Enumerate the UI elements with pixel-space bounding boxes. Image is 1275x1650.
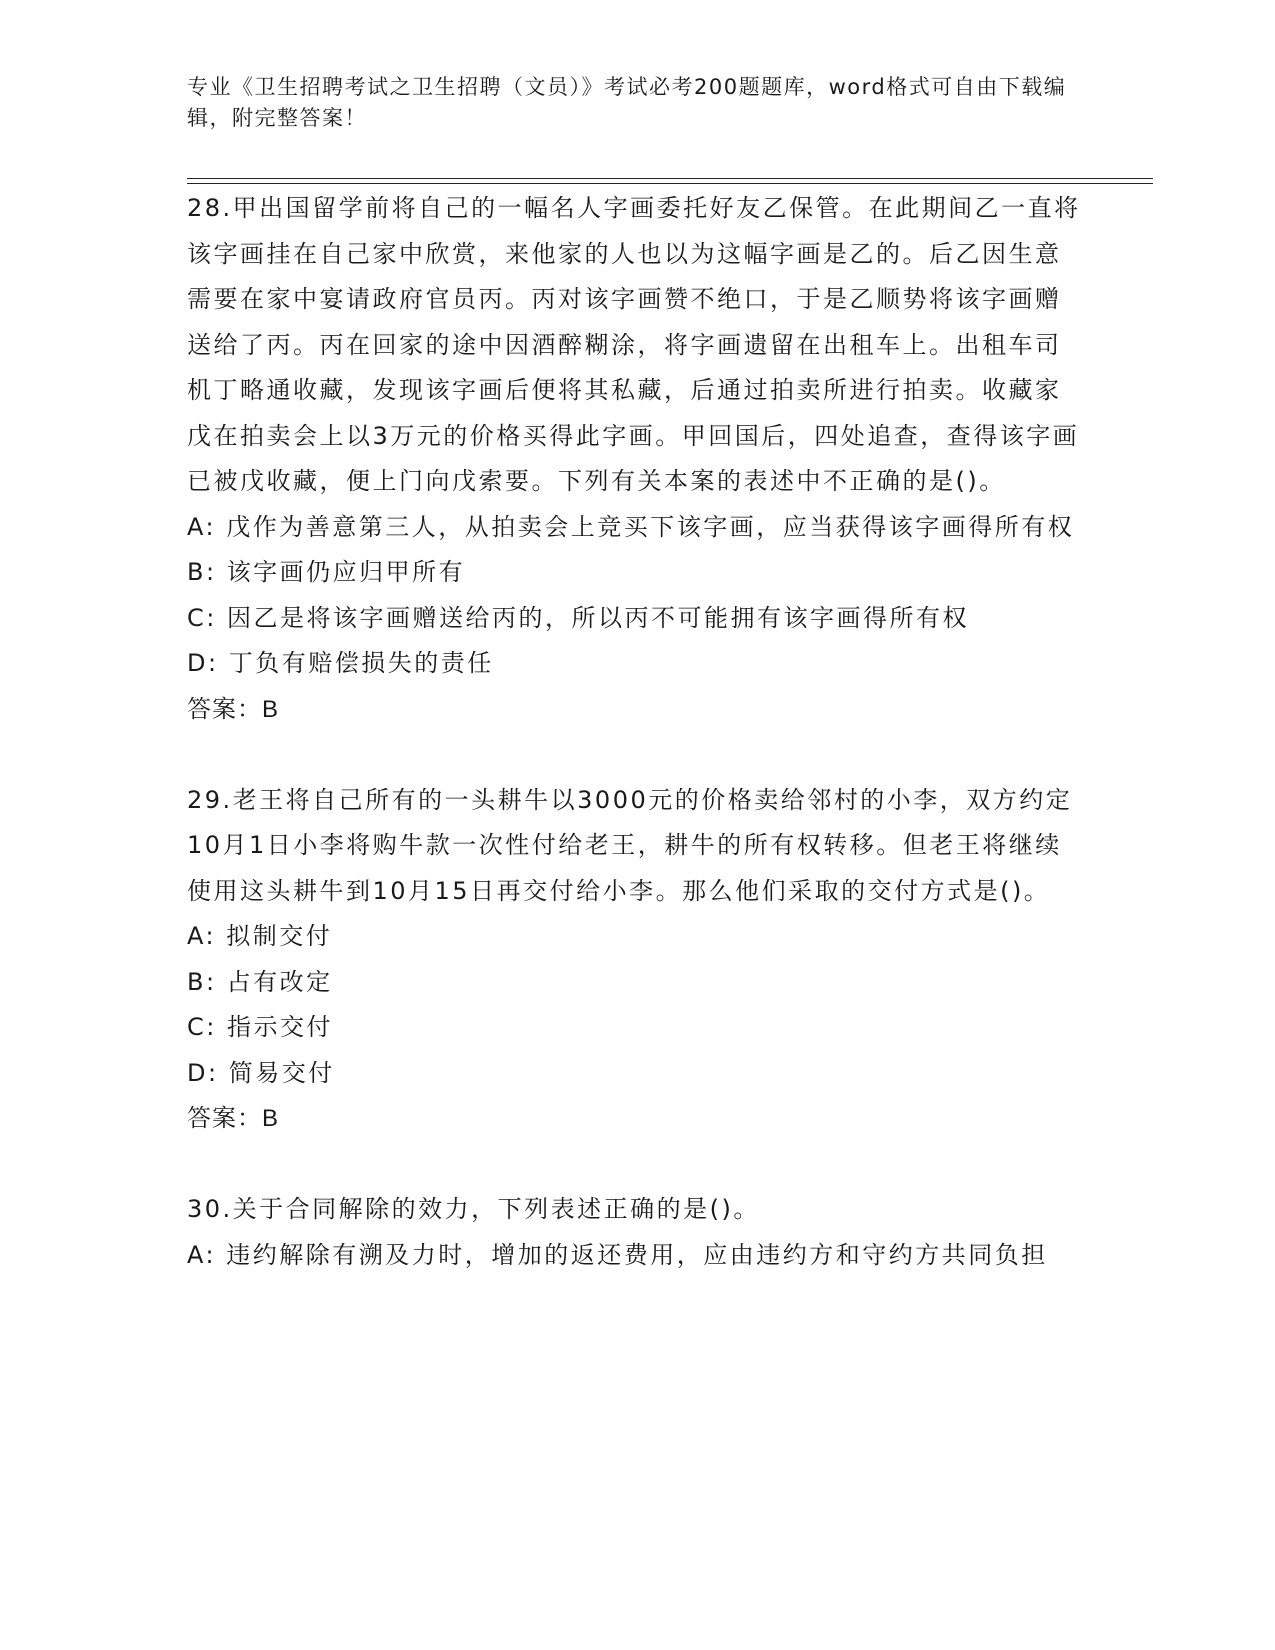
question-28: [187, 186, 1082, 732]
option-b: B: 占有改定: [187, 967, 333, 996]
answer: 答案：B: [187, 1105, 280, 1132]
header-text: 专业《卫生招聘考试之卫生招聘（文员）》考试必考200题题库，word格式可自由下载编辑，附完整答案！: [187, 75, 1067, 130]
question-spacer: [187, 1142, 1082, 1188]
header-divider-bottom: [187, 183, 1153, 184]
document-header: [187, 72, 1067, 134]
option-d: D: 丁负有赔偿损失的责任: [187, 649, 494, 677]
option-d: D: 简易交付: [187, 1058, 335, 1087]
option-a: A: 拟制交付: [187, 922, 333, 950]
option-a: A: 违约解除有溯及力时，增加的返还费用，应由违约方和守约方共同负担: [187, 1240, 1048, 1269]
header-divider-top: [187, 178, 1153, 179]
question-stem: 30.关于合同解除的效力，下列表述正确的是()。: [187, 1195, 760, 1223]
question-29: [187, 778, 1082, 1142]
question-list: [187, 186, 1082, 1278]
option-a: A: 戊作为善意第三人，从拍卖会上竞买下该字画，应当获得该字画得所有权: [187, 512, 1075, 541]
question-spacer: [187, 732, 1082, 778]
question-30: [187, 1187, 1082, 1278]
option-b: B: 该字画仍应归甲所有: [187, 558, 466, 586]
question-stem: 29.老王将自己所有的一头耕牛以3000元的价格卖给邻村的小李，双方约定10月1日小李将购牛款一次性付给老王，耕牛的所有权转移。但老王将继续使用这头耕牛到10月15日再交付给小李。那么他们采取的交付方式是()。: [187, 785, 1073, 905]
option-c: C: 指示交付: [187, 1013, 333, 1041]
option-c: C: 因乙是将该字画赠送给丙的，所以丙不可能拥有该字画得所有权: [187, 603, 969, 632]
answer: 答案：B: [187, 695, 280, 723]
question-stem: 28.甲出国留学前将自己的一幅名人字画委托好友乙保管。在此期间乙一直将该字画挂在自己家中欣赏，来他家的人也以为这幅字画是乙的。后乙因生意需要在家中宴请政府官员丙。丙对该字画赞不绝口，于是乙顺势将该字画赠送给了丙。丙在回家的途中因酒醉糊涂，将字画遗留在出租车上。出租车司机丁略通收藏，发现该字画后便将其私藏，后通过拍卖所进行拍卖。收藏家戊在拍卖会上以3万元的价格买得此字画。甲回国后，四处追查，查得该字画已被戊收藏，便上门向戊索要。下列有关本案的表述中不正确的是()。: [187, 194, 1081, 495]
